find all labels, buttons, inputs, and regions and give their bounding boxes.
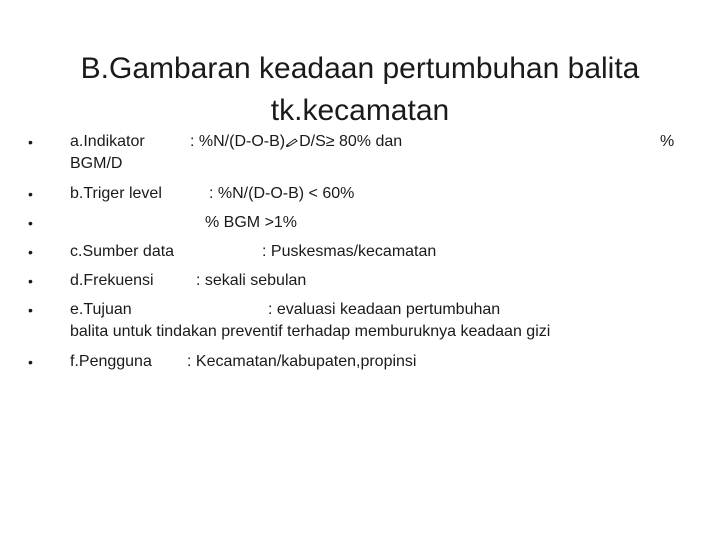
bullet-marker: • <box>28 244 33 260</box>
bullet-label-sumber-data: c.Sumber data <box>70 243 175 260</box>
bullet-label-triger-level: b.Triger level <box>70 185 162 202</box>
bullet-marker: • <box>28 186 33 202</box>
bullet-value-sumber-data: : Puskesmas/kecamatan <box>262 243 437 260</box>
bullet-marker: • <box>28 354 33 370</box>
indikator-trailing-percent: % <box>660 133 675 150</box>
pencil-icon <box>286 137 298 147</box>
bullet-label-pengguna: f.Pengguna <box>70 353 152 370</box>
bullet-label-indikator: a.Indikator <box>70 133 145 150</box>
slide-title <box>40 48 680 132</box>
bullet-continuation-indikator: BGM/D <box>70 155 123 172</box>
bullet-value-bgm: % BGM >1% <box>205 214 298 231</box>
bullet-value-triger-level: : %N/(D-O-B) < 60% <box>209 185 355 202</box>
bullet-value-pengguna: : Kecamatan/kabupaten,propinsi <box>187 353 417 370</box>
bullet-value-tujuan: : evaluasi keadaan pertumbuhan <box>268 301 501 318</box>
bullet-label-tujuan: e.Tujuan <box>70 301 132 318</box>
bullet-marker: • <box>28 302 33 318</box>
bullet-value-frekuensi: : sekali sebulan <box>196 272 307 289</box>
bullet-label-frekuensi: d.Frekuensi <box>70 272 154 289</box>
slide-title-line-1: B.Gambaran keadaan pertumbuhan balita <box>80 52 640 86</box>
bullet-continuation-tujuan: balita untuk tindakan preventif terhadap memburuknya keadaan gizi <box>70 323 551 340</box>
bullet-marker: • <box>28 273 33 289</box>
indikator-value-prefix: : %N/(D-O-B) <box>190 133 286 150</box>
slide-title-line-2: tk.kecamatan <box>270 94 450 128</box>
bullet-marker: • <box>28 134 33 150</box>
bullet-marker: • <box>28 215 33 231</box>
indikator-value-suffix: D/S≥ 80% dan <box>299 133 403 150</box>
bullet-value-indikator <box>190 131 402 153</box>
